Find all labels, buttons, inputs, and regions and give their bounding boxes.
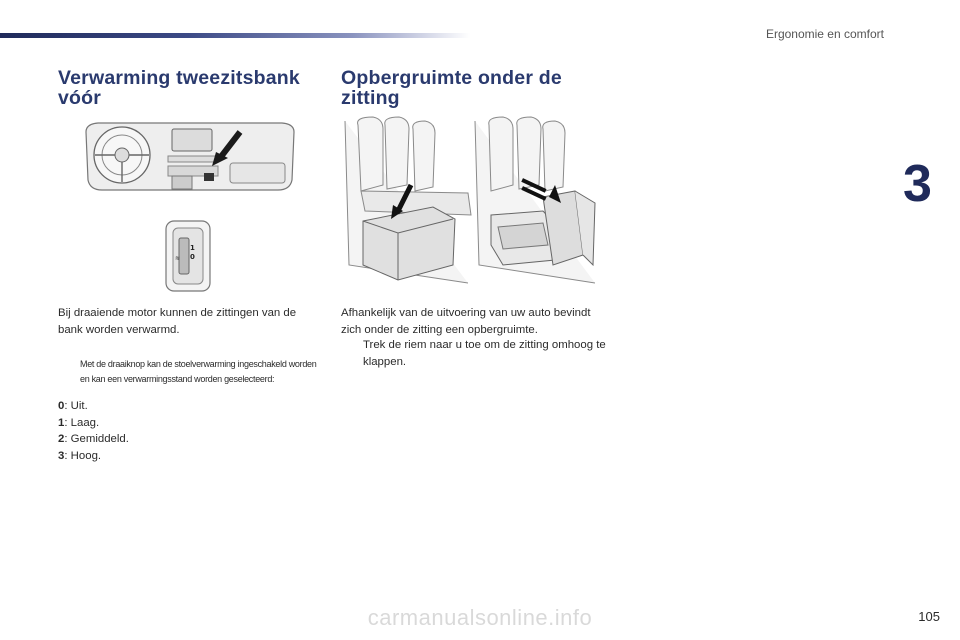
page-number: 105	[918, 609, 940, 624]
intro-heated-bench: Bij draaiende motor kunnen de zittingen van de bank worden verwarmd.	[58, 307, 297, 336]
level-item: 1: Laag.	[58, 416, 100, 429]
level-item: 2: Gemiddeld.	[58, 433, 129, 445]
note-text: Met de draaiknop kan de stoelverwarming ingeschakeld worden en kan een verwarmingsstand worden geselecteerd:	[80, 359, 317, 384]
heating-levels-list	[58, 398, 129, 464]
header-color-bar	[0, 33, 470, 38]
seat-storage-illustration	[343, 115, 601, 287]
section-title: Ergonomie en comfort	[765, 27, 884, 41]
heading-storage: Opbergruimte onder de zitting	[341, 67, 562, 109]
level-item: 0: Uit.	[58, 400, 88, 412]
step-text: Trek de riem naar u toe om de zitting omhoog te klappen.	[363, 339, 606, 368]
watermark: carmanualsonline.info	[367, 605, 593, 630]
heading-heated-bench: Verwarming tweezitsbank vóór	[58, 67, 300, 109]
heating-knob-illustration	[165, 220, 211, 292]
knob-label-0: 0	[190, 253, 195, 261]
dashboard-illustration	[80, 118, 300, 198]
note-knob	[58, 357, 323, 387]
step-storage	[341, 337, 611, 370]
knob-label-1: 1	[190, 244, 195, 252]
svg-text:≋: ≋	[175, 255, 181, 262]
intro-storage: Afhankelijk van de uitvoering van uw auto bevindt zich onder de zitting een opbergruimte.	[341, 307, 591, 336]
level-item: 3: Hoog.	[58, 449, 102, 462]
chapter-number: 3	[903, 155, 932, 213]
